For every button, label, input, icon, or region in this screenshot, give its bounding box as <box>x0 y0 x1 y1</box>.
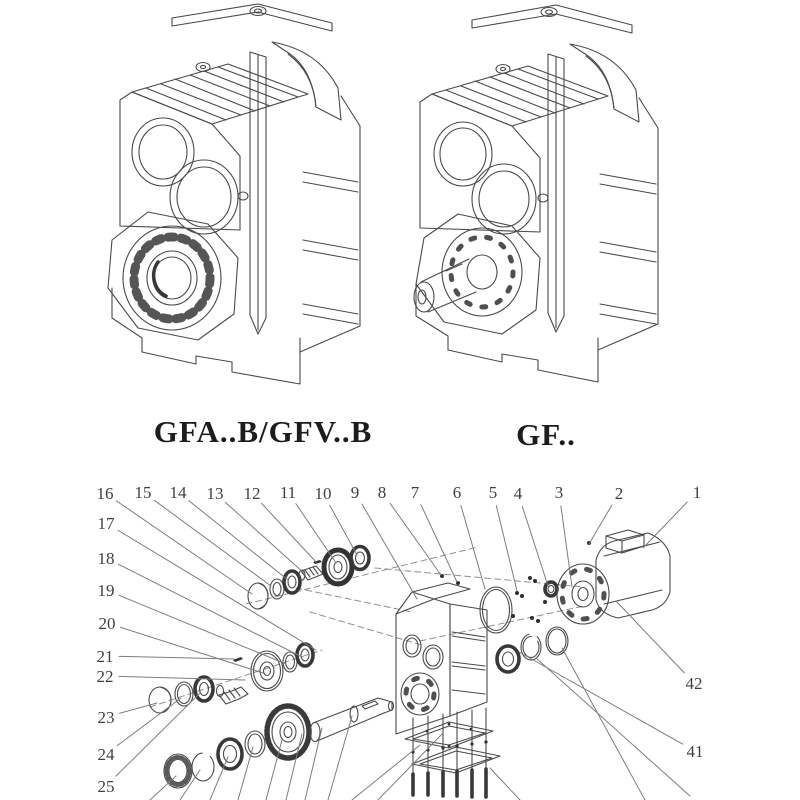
screw <box>515 591 519 595</box>
screw <box>530 616 534 620</box>
part-number-6: 6 <box>452 483 462 502</box>
part-number-16: 16 <box>96 484 114 503</box>
part-number-20: 20 <box>98 614 116 633</box>
part-number-15: 15 <box>134 483 152 502</box>
screw <box>528 576 532 580</box>
exploded-view <box>97 483 704 800</box>
leader-line-4 <box>522 506 548 586</box>
oil-plug <box>250 7 266 16</box>
output-flange <box>442 228 522 316</box>
bolt-hole <box>196 63 210 72</box>
input-pinion <box>545 582 557 596</box>
leader-line-1 <box>643 502 687 548</box>
finned-top <box>432 66 608 126</box>
output-gear <box>267 706 309 758</box>
seal-ring <box>546 627 568 655</box>
motor-flange <box>557 564 609 624</box>
shaft-hub <box>467 255 497 289</box>
leader-line-41 <box>519 652 683 744</box>
part-number-21: 21 <box>96 647 114 666</box>
bearing <box>497 646 519 672</box>
motor <box>557 530 670 624</box>
gasket-plates-and-bolts <box>405 708 500 798</box>
part-number-23: 23 <box>97 708 115 727</box>
leader-line-20 <box>120 627 263 673</box>
leader-line-8 <box>390 503 441 575</box>
snap-ring <box>521 634 541 660</box>
input-bore <box>434 122 492 186</box>
leader-line-7 <box>421 505 457 582</box>
arch-cowl <box>272 42 341 120</box>
output-shaft <box>421 259 469 282</box>
leader-line-22 <box>119 676 245 680</box>
part-number-3: 3 <box>554 483 564 502</box>
finned-top <box>132 64 308 124</box>
output-shaft-parts <box>164 698 394 788</box>
leader-line-9 <box>362 504 417 599</box>
caption-gfab-gfvb: GFA..B/GFV..B <box>153 414 373 449</box>
leader-line-18 <box>118 564 302 657</box>
leader-line-10 <box>330 505 357 555</box>
bolt-circle <box>451 237 513 307</box>
part-number-42: 42 <box>685 674 703 693</box>
intermediate-shaft-parts <box>149 644 313 713</box>
part-number-7: 7 <box>410 483 420 502</box>
gearbox-figure-gfab <box>108 4 360 384</box>
screw <box>543 600 547 604</box>
part-number-12: 12 <box>243 484 261 503</box>
arch-cowl <box>570 44 639 122</box>
part-number-22: 22 <box>96 667 114 686</box>
part-number-24: 24 <box>97 745 115 764</box>
part-number-1: 1 <box>692 483 702 502</box>
caption-gf: GF.. <box>516 417 576 452</box>
part-number-2: 2 <box>614 484 624 503</box>
leader-line-16 <box>117 501 252 594</box>
part-number-4: 4 <box>513 484 523 503</box>
part-number-19: 19 <box>97 581 115 600</box>
leader-line-15 <box>154 500 271 586</box>
leader-line-42 <box>616 601 684 673</box>
part-number-11: 11 <box>279 483 297 502</box>
part-number-labels <box>97 483 704 796</box>
leader-line-5 <box>496 506 517 591</box>
part-number-13: 13 <box>206 484 224 503</box>
part-number-9: 9 <box>350 483 360 502</box>
part-number-41: 41 <box>686 742 704 761</box>
cut-off-leader-lines <box>150 648 690 800</box>
bolt-circle <box>134 237 210 319</box>
leader-line-2 <box>589 505 612 544</box>
bearing <box>284 571 300 593</box>
part-number-5: 5 <box>488 483 498 502</box>
leader-line-12 <box>262 503 316 562</box>
part-number-14: 14 <box>169 483 187 502</box>
part-number-10: 10 <box>314 484 332 503</box>
gearbox-figure-gf <box>414 5 658 382</box>
keyway <box>362 701 378 709</box>
gearbox-housing <box>396 583 487 734</box>
key <box>233 657 243 662</box>
bearing <box>195 677 213 701</box>
part-number-17: 17 <box>97 514 115 533</box>
technical-drawings <box>97 4 704 800</box>
part-number-18: 18 <box>97 549 115 568</box>
leader-line-13 <box>225 502 305 574</box>
bolt-hole <box>496 65 510 74</box>
bearing <box>218 739 242 769</box>
strap-band <box>303 172 358 192</box>
part-number-8: 8 <box>377 483 387 502</box>
mounting-feet <box>416 284 598 382</box>
leader-line-14 <box>189 501 288 580</box>
input-bore <box>472 164 536 234</box>
leader-line-11 <box>296 504 336 563</box>
housing-right-edge <box>300 96 360 352</box>
part-number-25: 25 <box>97 777 115 796</box>
